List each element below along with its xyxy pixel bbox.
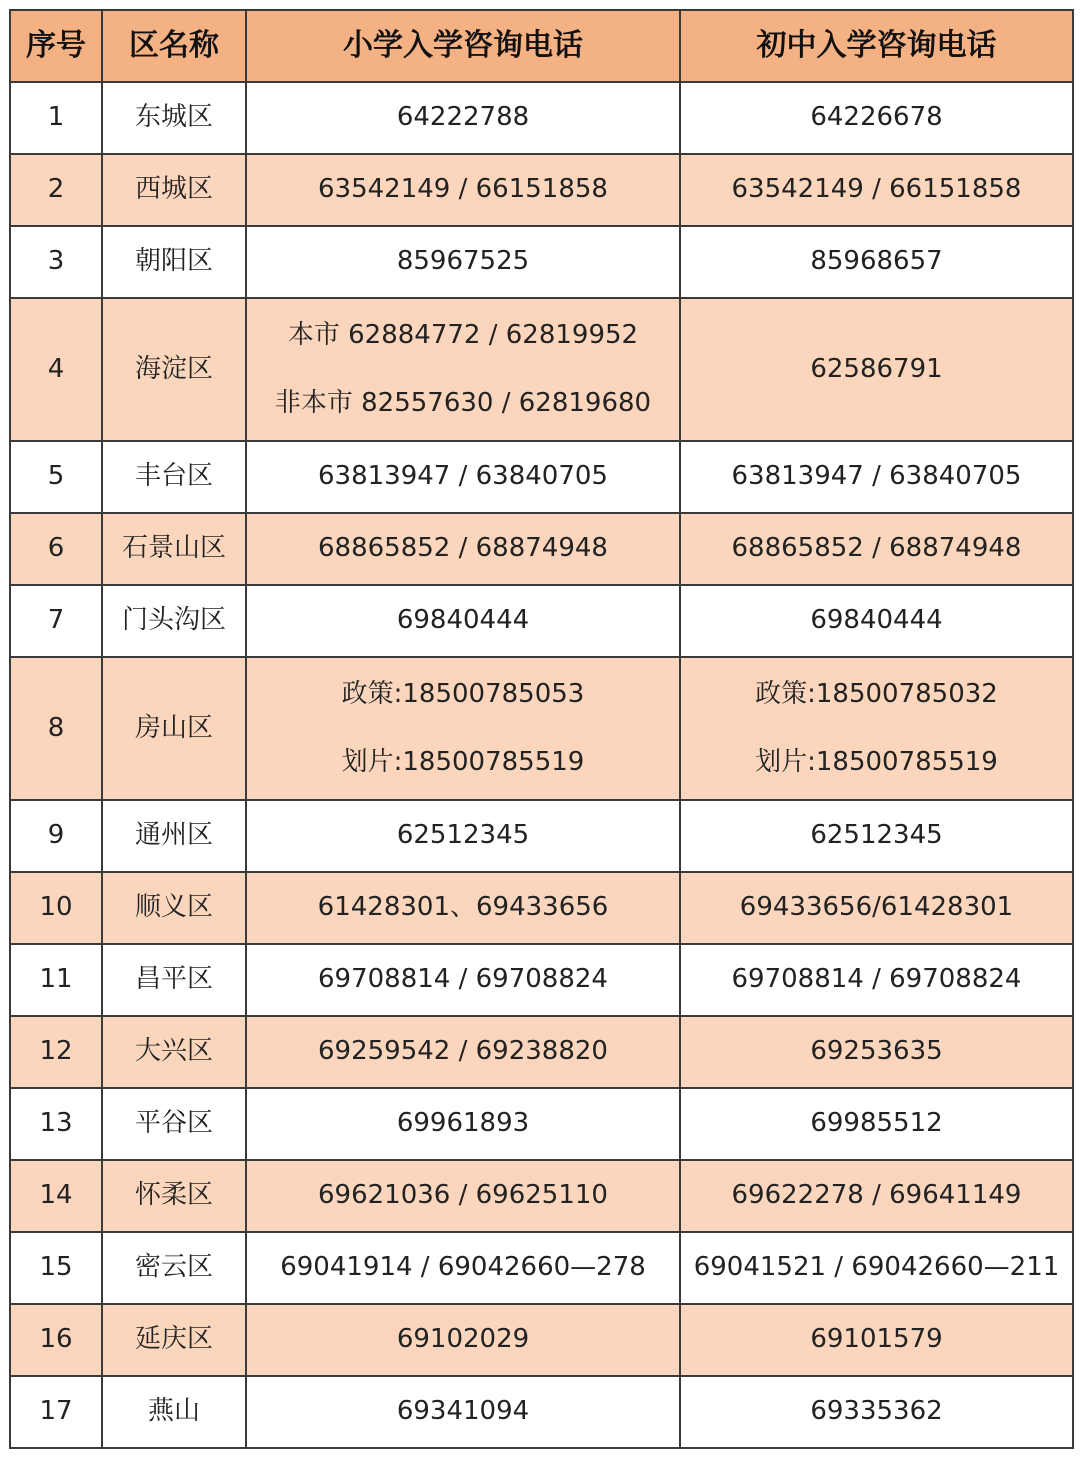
row-district: 东城区 — [102, 82, 246, 154]
row-index: 6 — [10, 513, 102, 585]
phone-line: 69985512 — [810, 1108, 943, 1139]
row-district: 西城区 — [102, 154, 246, 226]
table-body — [10, 82, 1073, 1448]
phone-line: 69102029 — [396, 1324, 530, 1355]
row-middle-phone — [680, 585, 1073, 657]
row-primary-phone — [246, 1160, 680, 1232]
row-primary-phone — [246, 1376, 680, 1448]
phone-line: 政策:18500785053 — [341, 679, 585, 710]
row-index: 5 — [10, 441, 102, 513]
table-row — [10, 872, 1073, 944]
row-middle-phone — [680, 298, 1073, 441]
phone-line: 69433656/61428301 — [739, 892, 1014, 923]
enrollment-phone-table — [9, 9, 1074, 1449]
row-district: 昌平区 — [102, 944, 246, 1016]
row-middle-phone — [680, 1376, 1073, 1448]
table-row — [10, 82, 1073, 154]
row-index: 13 — [10, 1088, 102, 1160]
phone-line: 63542149 / 66151858 — [731, 174, 1022, 205]
phone-line: 69961893 — [396, 1108, 530, 1139]
table-row — [10, 657, 1073, 800]
row-district: 丰台区 — [102, 441, 246, 513]
row-middle-phone — [680, 800, 1073, 872]
row-middle-phone — [680, 513, 1073, 585]
row-middle-phone — [680, 657, 1073, 800]
header-district: 区名称 — [102, 10, 246, 82]
row-middle-phone — [680, 82, 1073, 154]
row-index: 3 — [10, 226, 102, 298]
phone-line: 69259542 / 69238820 — [318, 1036, 608, 1067]
row-district: 房山区 — [102, 657, 246, 800]
row-district: 平谷区 — [102, 1088, 246, 1160]
row-primary-phone — [246, 1304, 680, 1376]
row-index: 14 — [10, 1160, 102, 1232]
table-header-row — [10, 10, 1073, 82]
row-index: 8 — [10, 657, 102, 800]
row-middle-phone — [680, 872, 1073, 944]
phone-line: 69341094 — [396, 1396, 530, 1427]
row-district: 燕山 — [102, 1376, 246, 1448]
phone-line: 69708814 / 69708824 — [318, 964, 608, 995]
row-index: 17 — [10, 1376, 102, 1448]
phone-line: 62586791 — [810, 353, 943, 384]
phone-line: 68865852 / 68874948 — [731, 533, 1022, 564]
row-index: 11 — [10, 944, 102, 1016]
phone-line: 61428301、69433656 — [317, 892, 609, 923]
header-primary-phone: 小学入学咨询电话 — [246, 10, 680, 82]
row-index: 16 — [10, 1304, 102, 1376]
row-primary-phone — [246, 154, 680, 226]
row-district: 密云区 — [102, 1232, 246, 1304]
row-middle-phone — [680, 154, 1073, 226]
row-district: 朝阳区 — [102, 226, 246, 298]
phone-line: 62512345 — [810, 820, 943, 851]
row-middle-phone — [680, 1088, 1073, 1160]
phone-line: 69041521 / 69042660—211 — [693, 1252, 1060, 1283]
phone-line: 64222788 — [396, 102, 530, 133]
row-index: 2 — [10, 154, 102, 226]
table-row — [10, 1160, 1073, 1232]
row-index: 9 — [10, 800, 102, 872]
phone-line: 69840444 — [810, 605, 943, 636]
table-row — [10, 1016, 1073, 1088]
table-row — [10, 513, 1073, 585]
phone-line: 69621036 / 69625110 — [318, 1180, 608, 1211]
row-primary-phone — [246, 657, 680, 800]
table-row — [10, 944, 1073, 1016]
table-row — [10, 800, 1073, 872]
phone-line: 划片:18500785519 — [341, 746, 585, 777]
header-middle-phone: 初中入学咨询电话 — [680, 10, 1073, 82]
phone-line: 69708814 / 69708824 — [731, 964, 1022, 995]
table-row — [10, 1304, 1073, 1376]
row-primary-phone — [246, 513, 680, 585]
phone-line: 69101579 — [810, 1324, 943, 1355]
row-primary-phone — [246, 944, 680, 1016]
row-middle-phone — [680, 1232, 1073, 1304]
phone-line: 69840444 — [396, 605, 530, 636]
row-middle-phone — [680, 1016, 1073, 1088]
phone-line: 63542149 / 66151858 — [318, 174, 608, 205]
row-index: 4 — [10, 298, 102, 441]
row-primary-phone — [246, 1232, 680, 1304]
row-district: 怀柔区 — [102, 1160, 246, 1232]
row-primary-phone — [246, 441, 680, 513]
row-middle-phone — [680, 1304, 1073, 1376]
row-middle-phone — [680, 1160, 1073, 1232]
row-district: 石景山区 — [102, 513, 246, 585]
table-row — [10, 298, 1073, 441]
phone-line: 非本市 82557630 / 62819680 — [274, 387, 652, 418]
table-row — [10, 441, 1073, 513]
row-index: 7 — [10, 585, 102, 657]
phone-line: 69253635 — [810, 1036, 943, 1067]
phone-line: 85968657 — [810, 246, 943, 277]
row-primary-phone — [246, 1016, 680, 1088]
table-container — [9, 9, 1072, 1449]
phone-line: 64226678 — [810, 102, 943, 133]
row-index: 10 — [10, 872, 102, 944]
row-middle-phone — [680, 226, 1073, 298]
row-district: 海淀区 — [102, 298, 246, 441]
row-district: 通州区 — [102, 800, 246, 872]
phone-line: 68865852 / 68874948 — [318, 533, 608, 564]
header-index: 序号 — [10, 10, 102, 82]
table-row — [10, 154, 1073, 226]
row-index: 1 — [10, 82, 102, 154]
table-row — [10, 585, 1073, 657]
row-middle-phone — [680, 944, 1073, 1016]
row-primary-phone — [246, 226, 680, 298]
row-middle-phone — [680, 441, 1073, 513]
phone-line: 69335362 — [810, 1396, 943, 1427]
table-row — [10, 1088, 1073, 1160]
phone-line: 划片:18500785519 — [755, 746, 998, 777]
row-primary-phone — [246, 82, 680, 154]
phone-line: 63813947 / 63840705 — [318, 461, 608, 492]
row-primary-phone — [246, 800, 680, 872]
phone-line: 62512345 — [396, 820, 530, 851]
row-primary-phone — [246, 1088, 680, 1160]
row-primary-phone — [246, 872, 680, 944]
table-row — [10, 1376, 1073, 1448]
row-index: 12 — [10, 1016, 102, 1088]
row-district: 门头沟区 — [102, 585, 246, 657]
row-district: 大兴区 — [102, 1016, 246, 1088]
phone-line: 本市 62884772 / 62819952 — [287, 320, 639, 351]
row-index: 15 — [10, 1232, 102, 1304]
table-row — [10, 1232, 1073, 1304]
row-primary-phone — [246, 585, 680, 657]
phone-line: 85967525 — [396, 246, 530, 277]
row-primary-phone — [246, 298, 680, 441]
row-district: 延庆区 — [102, 1304, 246, 1376]
phone-line: 63813947 / 63840705 — [731, 461, 1022, 492]
phone-line: 69622278 / 69641149 — [731, 1180, 1022, 1211]
table-row — [10, 226, 1073, 298]
phone-line: 政策:18500785032 — [755, 679, 998, 710]
row-district: 顺义区 — [102, 872, 246, 944]
phone-line: 69041914 / 69042660—278 — [280, 1252, 646, 1283]
